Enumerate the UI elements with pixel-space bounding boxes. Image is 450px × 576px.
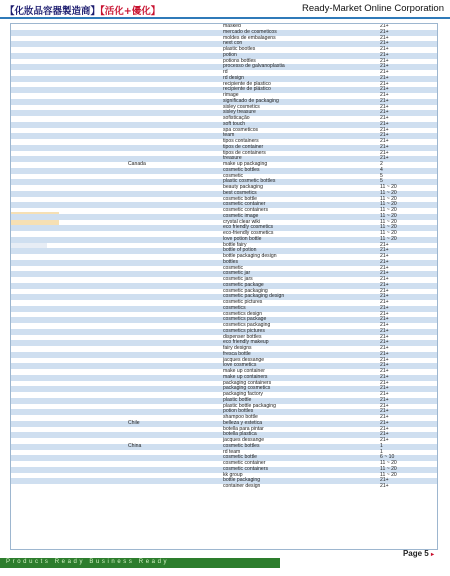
rank-cell: 21+ [380, 281, 389, 288]
rank-cell: 21+ [380, 385, 389, 392]
rank-cell: 21+ [380, 408, 389, 415]
rank-cell: 21+ [380, 293, 389, 300]
rank-cell: 21+ [380, 402, 389, 409]
keyword-cell: cosmetics design [223, 310, 263, 317]
rank-cell: 6 ~ 10 [380, 454, 395, 461]
keyword-cell: cosmetic jar [223, 270, 251, 277]
keyword-cell: fairy designs [223, 345, 252, 351]
rank-cell: 21+ [380, 333, 389, 340]
keyword-cell: bottles [223, 258, 239, 265]
keyword-cell: cosmetics package [223, 316, 267, 323]
arrow-icon: ▸ [430, 552, 434, 558]
rank-cell: 21+ [380, 425, 389, 432]
keyword-cell: rd team [223, 448, 241, 455]
rank-cell: 11 ~ 20 [380, 195, 397, 202]
rank-cell: 21+ [380, 327, 389, 334]
keyword-cell: jacques dessange [223, 356, 265, 363]
rank-cell: 21+ [380, 437, 389, 443]
rank-cell: 4 [380, 166, 383, 173]
keyword-cell: cosmetic containers [223, 465, 269, 472]
keyword-cell: plastic cosmetic bottles [223, 178, 276, 185]
rank-cell: 21+ [380, 74, 389, 81]
keyword-cell: bottle fairy [223, 241, 247, 248]
keyword-cell: cosmetic [223, 264, 244, 271]
rank-cell: 21+ [380, 51, 389, 58]
country-cell: Chile [128, 419, 140, 426]
keyword-cell: cosmetics pictures [223, 327, 265, 334]
table-body [11, 24, 437, 490]
rank-cell: 21+ [380, 97, 389, 104]
keyword-cell: cosmetic container [223, 201, 266, 208]
brand-name: 【化妝品容器製造商】 [5, 6, 101, 17]
keyword-cell: tipos de containers [223, 149, 266, 156]
keyword-cell: treasure [223, 155, 242, 162]
rank-cell: 5 [380, 172, 383, 179]
country-cell: China [128, 442, 142, 449]
rank-cell: 21+ [380, 431, 389, 438]
rank-cell: 21+ [380, 414, 389, 420]
rank-cell: 21+ [380, 86, 389, 93]
keyword-cell: potions bottles [223, 57, 256, 64]
rank-cell: 2 [380, 161, 383, 167]
keyword-cell: rimage [223, 92, 239, 98]
keyword-cell: next con [223, 40, 243, 47]
footer-slogan: Products Ready Business Ready [6, 559, 170, 565]
keyword-cell: masked [223, 23, 241, 29]
keyword-cell: bottle packaging [223, 477, 261, 484]
rank-cell: 21+ [380, 350, 389, 357]
keyword-cell: packaging cosmetics [223, 385, 271, 392]
keyword-cell: mercado de cosmeticos [223, 28, 277, 35]
rank-cell: 21+ [380, 46, 389, 52]
rank-cell: 21+ [380, 477, 389, 484]
rank-cell: 21+ [380, 368, 389, 374]
keyword-cell: sofisticação [223, 115, 250, 121]
rank-cell: 21+ [380, 92, 389, 98]
rank-cell: 1 [380, 442, 383, 449]
keyword-cell: beauty packaging [223, 184, 263, 190]
rank-cell: 21+ [380, 299, 389, 305]
keyword-cell: cosmetic jars [223, 276, 253, 282]
rank-cell: 21+ [380, 258, 389, 265]
keyword-cell: packaging containers [223, 379, 272, 386]
rank-cell: 21+ [380, 149, 389, 156]
rank-cell: 21+ [380, 310, 389, 317]
rank-cell: 21+ [380, 362, 389, 369]
rank-cell: 21+ [380, 57, 389, 64]
keyword-cell: potion bottles [223, 408, 254, 415]
page-label: Page 5 [402, 549, 429, 558]
rank-cell: 21+ [380, 316, 389, 323]
rank-cell: 21+ [380, 264, 389, 271]
keyword-cell: cosmetic image [223, 212, 259, 219]
rank-cell: 21+ [380, 247, 389, 254]
rank-cell: 21+ [380, 28, 389, 35]
keyword-cell: crystal clear wiki [223, 218, 261, 225]
keyword-cell: bottle packaging design [223, 253, 277, 259]
keyword-cell: moldes de embalagens [223, 34, 276, 41]
rank-cell: 21+ [380, 270, 389, 277]
keyword-cell: jacques dessange [223, 437, 265, 443]
keyword-cell: recipiente de plastico [223, 80, 271, 87]
keyword-cell: eco friendly makeup [223, 339, 269, 346]
rank-cell: 21+ [380, 34, 389, 41]
table-row [11, 484, 437, 490]
keyword-cell: sisley cosmetics [223, 103, 260, 110]
keyword-cell: team [223, 132, 235, 139]
keyword-cell: spa cosmeticos [223, 126, 259, 133]
rank-cell: 5 [380, 178, 383, 185]
rank-cell: 11 ~ 20 [380, 201, 397, 208]
keyword-cell: cosmetic containers [223, 207, 269, 213]
rank-cell: 11 ~ 20 [380, 212, 397, 219]
rank-cell: 21+ [380, 345, 389, 351]
keyword-cell: love potion bottle [223, 235, 262, 242]
rank-cell: 21+ [380, 103, 389, 110]
rank-cell: 11 ~ 20 [380, 207, 397, 213]
rank-cell: 11 ~ 20 [380, 235, 397, 242]
rank-cell: 21+ [380, 276, 389, 282]
rank-cell: 21+ [380, 373, 389, 380]
rank-cell: 11 ~ 20 [380, 471, 397, 478]
keyword-cell: cosmetic pictures [223, 299, 263, 305]
page-header [0, 0, 450, 18]
company-name: Ready-Market Online Corporation [301, 3, 444, 14]
keyword-cell: cosmetic bottles [223, 442, 260, 449]
keyword-cell: cosmetic package [223, 281, 264, 288]
rank-cell: 21+ [380, 138, 389, 144]
rank-cell: 21+ [380, 419, 389, 426]
rank-cell: 11 ~ 20 [380, 465, 397, 472]
rank-cell: 21+ [380, 155, 389, 162]
keyword-cell: cosmetics packaging [223, 322, 271, 328]
keyword-cell: packaging factory [223, 391, 263, 397]
keyword-cell: container design [223, 483, 261, 489]
keyword-cell: plastic bootles [223, 46, 256, 52]
keyword-cell: make up container [223, 368, 265, 374]
rank-cell: 1 [380, 448, 383, 455]
keyword-cell: plastic bottle packaging [223, 402, 276, 409]
rank-cell: 21+ [380, 241, 389, 248]
rank-cell: 21+ [380, 396, 389, 403]
rank-cell: 11 ~ 20 [380, 230, 397, 236]
rank-cell: 21+ [380, 339, 389, 346]
keyword-cell: plastic bottle [223, 396, 252, 403]
keyword-cell: cosmetic container [223, 460, 266, 466]
rank-cell: 21+ [380, 80, 389, 87]
rank-cell: 21+ [380, 40, 389, 47]
keyword-cell: make up packaging [223, 161, 268, 167]
keyword-cell: recipiente de plástico [223, 86, 271, 93]
keyword-cell: best cosmetics [223, 189, 257, 196]
rank-cell: 21+ [380, 23, 389, 29]
rank-cell: 11 ~ 20 [380, 224, 397, 231]
rank-cell: 21+ [380, 483, 389, 489]
keyword-cell: tipos containers [223, 138, 259, 144]
rank-cell: 21+ [380, 356, 389, 363]
rank-cell: 21+ [380, 304, 389, 311]
keyword-cell: potion [223, 51, 237, 58]
keyword-table [10, 23, 438, 550]
rank-cell: 21+ [380, 132, 389, 139]
keyword-cell: shampoo bottle [223, 414, 258, 420]
rank-cell: 11 ~ 20 [380, 184, 397, 190]
keyword-cell: sisley treasure [223, 109, 256, 116]
rank-cell: 21+ [380, 322, 389, 328]
keyword-cell: dispenser bottles [223, 333, 262, 340]
keyword-cell: love cosmetics [223, 362, 257, 369]
keyword-cell: soft touch [223, 120, 246, 127]
rank-cell: 11 ~ 20 [380, 218, 397, 225]
keyword-cell: tipos de container [223, 143, 264, 150]
keyword-cell: cosmetic packaging design [223, 293, 285, 300]
keyword-cell: eco-friendly cosmetics [223, 230, 274, 236]
rank-cell: 21+ [380, 379, 389, 386]
keyword-cell: eco friendly cosmetics [223, 224, 274, 231]
keyword-cell: cosmetics [223, 304, 246, 311]
keyword-cell: cosmetic bottle [223, 454, 257, 461]
keyword-cell: kk group [223, 471, 243, 478]
rank-cell: 21+ [380, 115, 389, 121]
keyword-cell: cosmetic bottle [223, 195, 257, 202]
keyword-cell: botella para pintar [223, 425, 264, 432]
keyword-cell: processo de galvanoplastia [223, 63, 285, 70]
rank-cell: 21+ [380, 391, 389, 397]
rank-cell: 11 ~ 20 [380, 189, 397, 196]
keyword-cell: fresca bottle [223, 350, 251, 357]
keyword-cell: significado de packaging [223, 97, 279, 104]
keyword-cell: belleza y estetica [223, 419, 263, 426]
brand-tagline: 【活化+優化】 [100, 6, 161, 17]
keyword-cell: bottle of potion [223, 247, 257, 254]
rank-cell: 21+ [380, 126, 389, 133]
rank-cell: 21+ [380, 69, 389, 75]
keyword-cell: cosmetic [223, 172, 244, 179]
rank-cell: 21+ [380, 143, 389, 150]
keyword-cell: botella plastica [223, 431, 257, 438]
rank-cell: 21+ [380, 63, 389, 70]
brand-title [5, 3, 160, 17]
keyword-cell: rd [223, 69, 228, 75]
rank-cell: 21+ [380, 287, 389, 294]
keyword-cell: rd design [223, 74, 244, 81]
keyword-cell: make up containers [223, 373, 268, 380]
keyword-cell: cosmetic bottles [223, 166, 260, 173]
header-rule [0, 17, 450, 19]
rank-cell: 21+ [380, 253, 389, 259]
rank-cell: 21+ [380, 109, 389, 116]
rank-cell: 21+ [380, 120, 389, 127]
country-cell: Canada [128, 161, 146, 167]
keyword-cell: cosmetic packaging [223, 287, 268, 294]
rank-cell: 11 ~ 20 [380, 460, 397, 466]
page-number [403, 549, 434, 558]
